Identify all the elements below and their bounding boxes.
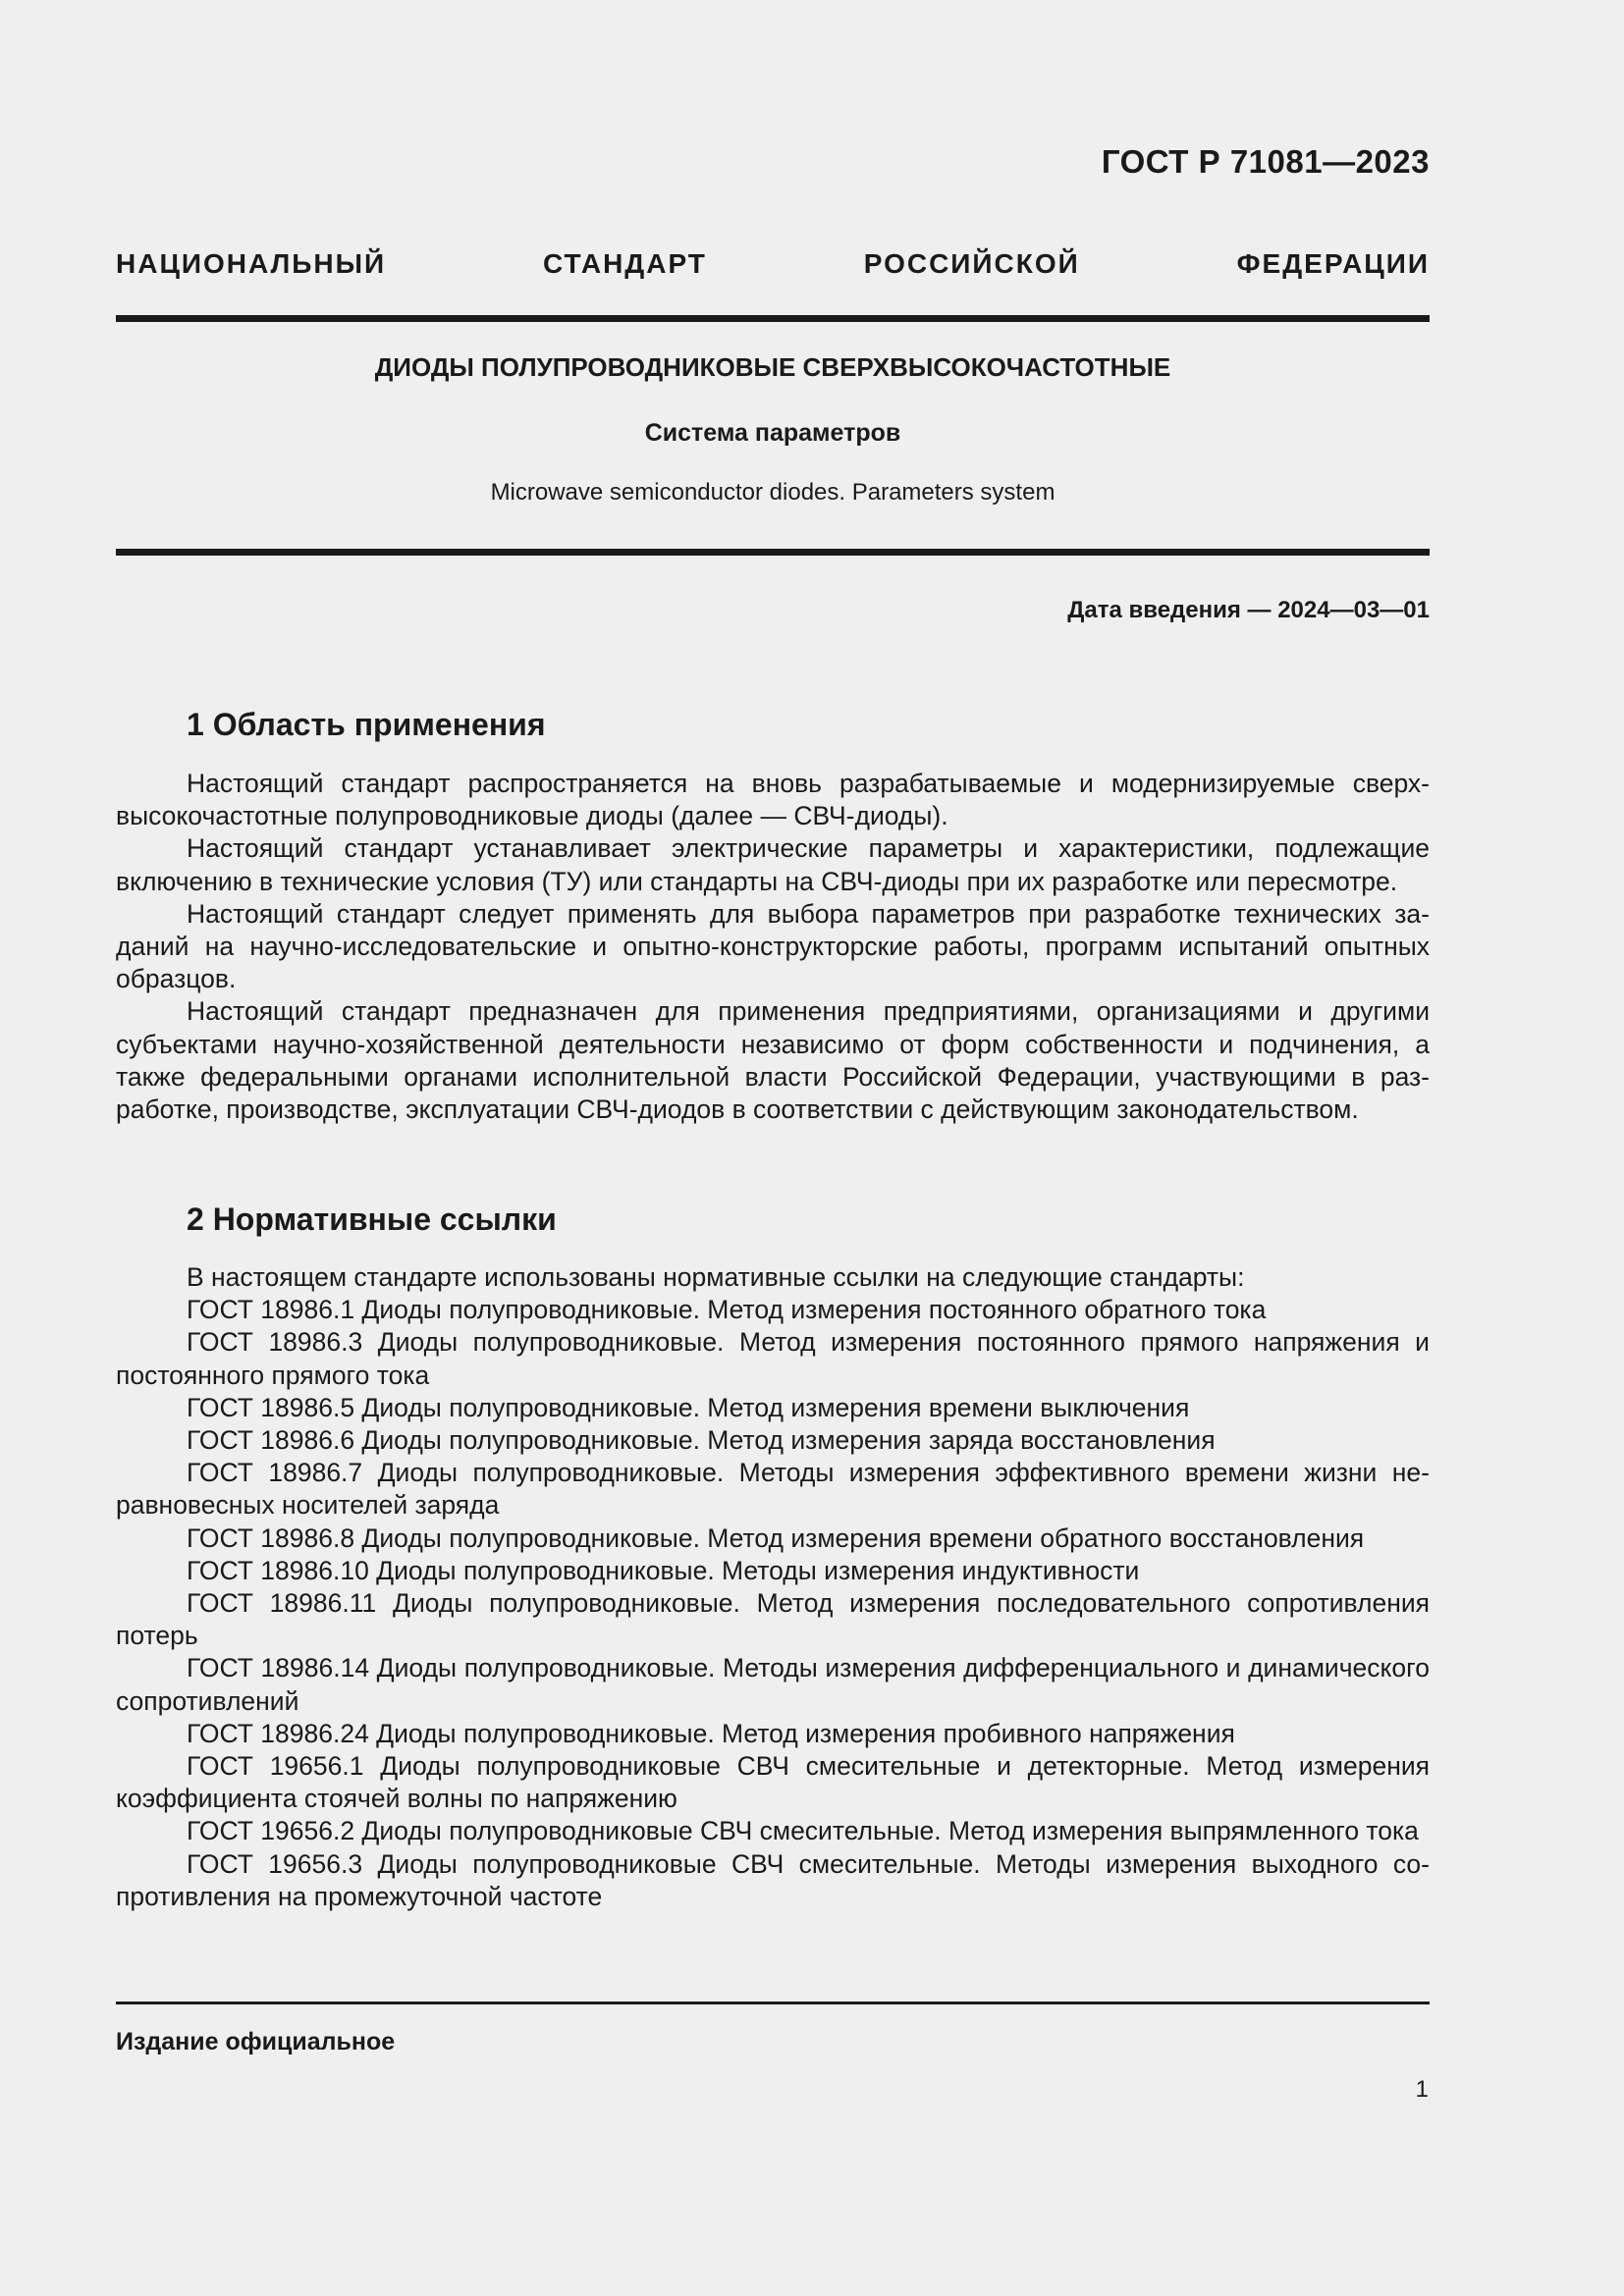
reference-item: ГОСТ 18986.6 Диоды полупроводниковые. Метод измерения заряда восстановления [187,1425,1216,1456]
paragraph: В настоящем стандарте использованы нормативные ссылки на следующие стандарты: [187,1262,1245,1292]
paragraph: Настоящий стандарт следует применять для выбора параметров при разработке технических заданий на научно-исследовательские и опытно-конструкторские работы, программ испытаний опытных образцов. [116,898,1430,994]
reference-item: ГОСТ 18986.3 Диоды полупроводниковые. Метод измерения постоянного прямого напряжения и постоянного прямого тока [116,1327,1430,1390]
reference-item: ГОСТ 18986.8 Диоды полупроводниковые. Метод измерения времени обратного восстановления [187,1522,1365,1553]
gost-number: ГОСТ Р 71081—2023 [1101,143,1430,180]
reference-item: ГОСТ 19656.2 Диоды полупроводниковые СВЧ смесительные. Метод измерения выпрямленного тока [187,1816,1419,1846]
section-1-heading: 1 Область применения [187,707,546,742]
national-standard-banner: НАЦИОНАЛЬНЫЙ СТАНДАРТ РОССИЙСКОЙ ФЕДЕРАЦИИ [116,248,1430,279]
reference-item: ГОСТ 18986.11 Диоды полупроводниковые. Метод измерения последовательного сопротивления потерь [116,1588,1430,1651]
section-1-body [116,768,1430,1126]
title-bottom-rule [116,549,1430,556]
reference-item: ГОСТ 18986.1 Диоды полупроводниковые. Метод измерения постоянного обратного тока [187,1295,1267,1325]
reference-item: ГОСТ 18986.5 Диоды полупроводниковые. Метод измерения времени выключения [187,1392,1190,1422]
paragraph: Настоящий стандарт распространяется на вновь разрабатываемые и модернизируемые сверхвысокочастотные полупроводниковые диоды (далее — СВЧ-диоды). [116,769,1430,831]
document-subtitle: Система параметров [644,419,901,447]
reference-item: ГОСТ 18986.14 Диоды полупроводниковые. Методы измерения дифференциального и динамического сопротивлений [116,1653,1430,1716]
page-number: 1 [1415,2076,1429,2103]
reference-item: ГОСТ 19656.1 Диоды полупроводниковые СВЧ смесительные и детекторные. Метод измерения коэффициента стоячей волны по напряжению [116,1751,1430,1814]
reference-item: ГОСТ 18986.24 Диоды полупроводниковые. Метод измерения пробивного напряжения [187,1718,1235,1748]
introduction-date: Дата введения — 2024—03—01 [1067,597,1430,623]
section-2-body [116,1261,1430,1913]
top-rule [116,315,1430,322]
paragraph: Настоящий стандарт предназначен для применения предприятиями, организациями и другими субъектами научно-хозяйственной деятельности независимо от форм собственности и подчинения, а также федеральными органами исполнительной власти Российской Федерации, участвующими в разработке, производстве, эксплуатации СВЧ-диодов в соответствии с действующим законодательством. [116,996,1430,1125]
english-title: Microwave semiconductor diodes. Parameters system [490,479,1056,506]
footer-rule [116,2002,1430,2004]
official-edition-label: Издание официальное [116,2028,396,2056]
reference-item: ГОСТ 18986.7 Диоды полупроводниковые. Методы измерения эффективного времени жизни неравновесных носителей заряда [116,1458,1430,1521]
reference-item: ГОСТ 19656.3 Диоды полупроводниковые СВЧ смесительные. Методы измерения выходного сопротивления на промежуточной частоте [116,1848,1430,1911]
paragraph: Настоящий стандарт устанавливает электрические параметры и характеристики, подлежащие включению в технические условия (ТУ) или стандарты на СВЧ-диоды при их разработке или пересмотре. [116,833,1430,896]
section-2-heading: 2 Нормативные ссылки [187,1201,557,1237]
document-title: ДИОДЫ ПОЛУПРОВОДНИКОВЫЕ СВЕРХВЫСОКОЧАСТОТНЫЕ [374,352,1171,382]
reference-item: ГОСТ 18986.10 Диоды полупроводниковые. Методы измерения индуктивности [187,1555,1140,1585]
